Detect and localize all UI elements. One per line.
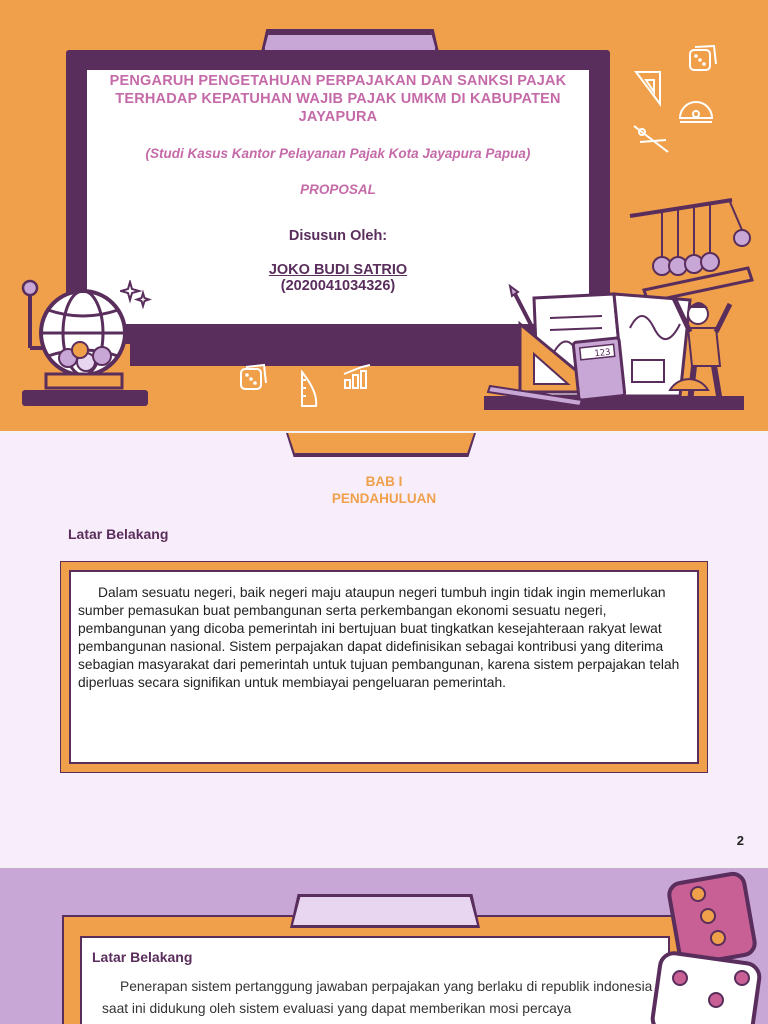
calculator-display: 123 bbox=[593, 347, 612, 360]
sparkle-icon bbox=[120, 280, 152, 310]
proposal-subtitle: (Studi Kasus Kantor Pelayanan Pajak Kota Jayapura Papua) bbox=[145, 146, 531, 161]
bar-chart-icon bbox=[342, 364, 374, 392]
prepared-by-label: Disusun Oleh: bbox=[288, 228, 388, 244]
author-id: (2020041034326) bbox=[280, 278, 396, 294]
document-type: PROPOSAL bbox=[300, 182, 376, 197]
compass-icon bbox=[630, 122, 674, 158]
chapter-heading bbox=[0, 473, 768, 507]
slide-top-tab bbox=[288, 433, 474, 455]
page-number: 2 bbox=[736, 833, 744, 848]
chapter-title: PENDAHULUAN bbox=[331, 491, 437, 506]
section-heading: Latar Belakang bbox=[92, 949, 193, 965]
set-square-icon bbox=[632, 68, 664, 108]
author-name: JOKO BUDI SATRIO bbox=[268, 262, 408, 278]
board-top-tab bbox=[293, 897, 477, 925]
proposal-title: PENGARUH PENGETAHUAN PERPAJAKAN DAN SANKSI PAJAK TERHADAP KEPATUHAN WAJIB PAJAK UMKM DI KABUPATEN JAYAPURA bbox=[109, 73, 567, 125]
body-paragraph-text: Dalam sesuatu negeri, baik negeri maju ataupun negeri tumbuh ingin tidak ingin memerlukan sumber pemasukan buat pembangunan serta perkembangan ekonomi sesuatu negeri, pembangunan yang dicoba pemerintah ini bertujuan buat tingkatkan kesejahteraan rakyat lewat pembangunan nasional. Sistem perpajakan dapat didefinisikan sebagai kontribusi yang diterima sebagian masyarakat dari pemerintah untuk tujuan pembangunan, karena sistem perpajakan telah diperluas secara signifikan untuk membiayai pengeluaran pemerintah. bbox=[78, 585, 680, 690]
content-slide-1 bbox=[0, 433, 768, 866]
title-slide bbox=[0, 0, 768, 431]
body-paragraph bbox=[78, 584, 690, 692]
protractor-icon bbox=[676, 96, 716, 124]
protractor-ruler-icon bbox=[296, 370, 322, 410]
dice-icon bbox=[686, 42, 720, 76]
content-slide-2 bbox=[0, 868, 768, 1024]
study-desk-illustration bbox=[484, 284, 754, 414]
body-paragraph: Penerapan sistem pertanggung jawaban perpajakan yang berlaku di republik indonesia saat ini didukung oleh sistem evaluasi yang dapat memberikan mosi percaya bbox=[102, 979, 653, 1016]
section-heading: Latar Belakang bbox=[68, 526, 169, 542]
dice-icon bbox=[646, 868, 768, 1024]
dice-icon bbox=[238, 363, 270, 395]
chapter-number: BAB I bbox=[365, 474, 403, 489]
